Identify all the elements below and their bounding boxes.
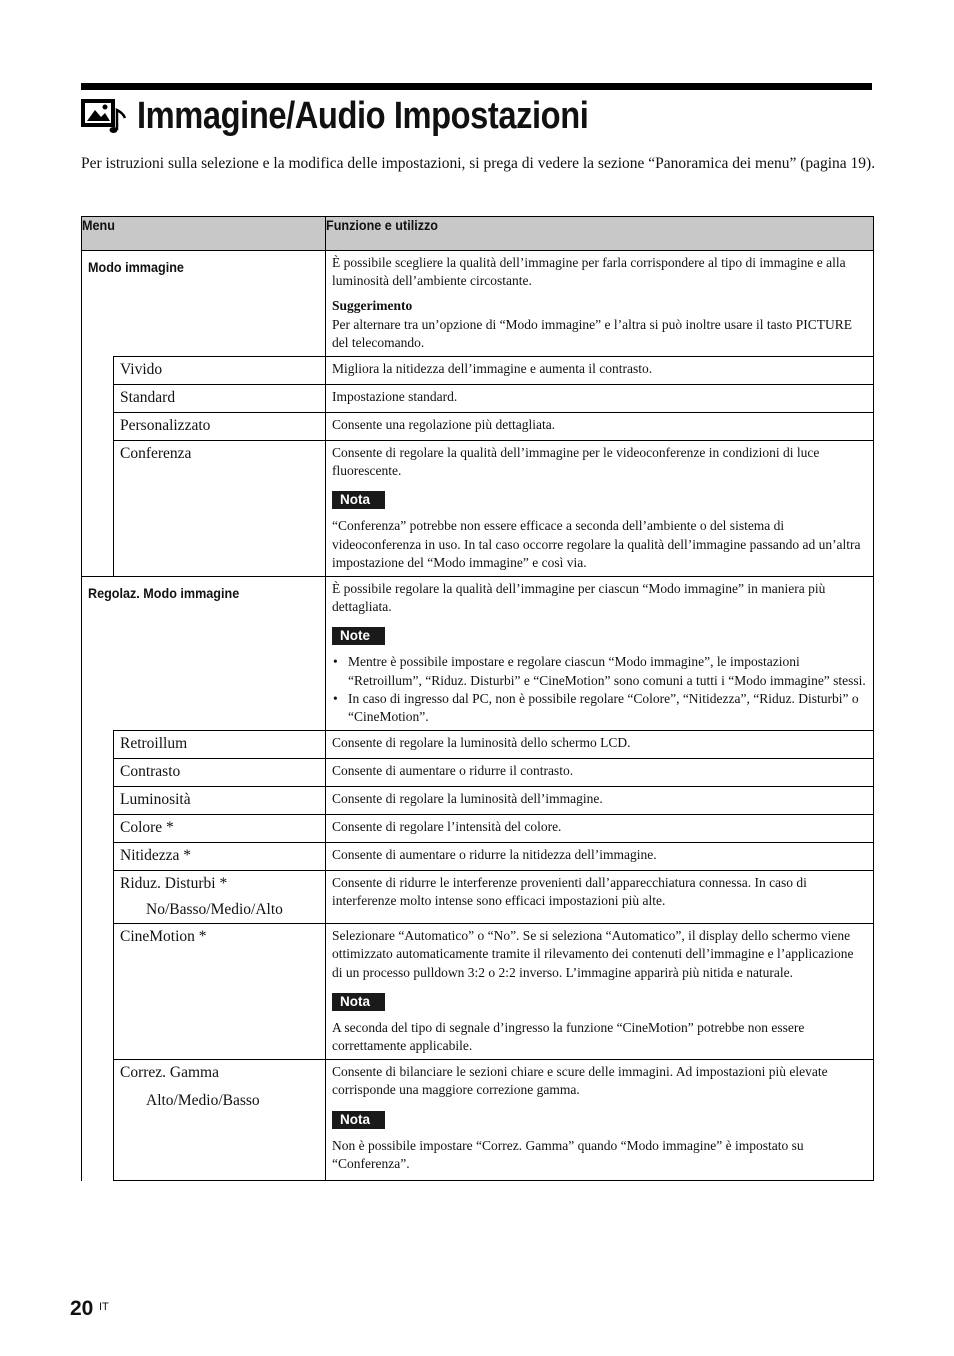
page-title: Immagine/Audio Impostazioni xyxy=(137,94,589,137)
item-label: Retroillum xyxy=(114,731,326,759)
row-desc: Consente di aumentare o ridurre il contrasto. xyxy=(326,759,874,787)
page-language: IT xyxy=(99,1301,109,1313)
table-row xyxy=(82,251,874,357)
note-badge: Nota xyxy=(332,993,385,1011)
item-label: Luminosità xyxy=(114,787,326,815)
item-label: Correz. Gamma xyxy=(120,1064,219,1082)
table-header xyxy=(82,217,874,251)
top-rule xyxy=(81,83,872,90)
tip-title: Suggerimento xyxy=(332,298,413,314)
settings-table xyxy=(81,216,874,1181)
note-list xyxy=(332,653,867,726)
row-desc: È possibile regolare la qualità dell’immagine per ciascun “Modo immagine” in maniera più dettagliata. Note • Mentre è possibile impostare e regolare ciascun “Modo immagine”, le impostazioni “Retroillum”, “Riduz. Disturbi” e “CineMotion” sono comuni a tutti i “Modo immagine” stessi. • In caso di ingresso dal PC, non è possibile regolare “Colore”, “Nitidezza”, “Riduz. Disturbi” o “CineMotion”. xyxy=(326,577,874,731)
row-desc: Impostazione standard. xyxy=(326,385,874,413)
col-header-function: Funzione e utilizzo xyxy=(326,217,874,251)
item-label: Riduz. Disturbi * xyxy=(120,875,228,893)
row-desc: Consente di regolare l’intensità del colore. xyxy=(326,815,874,843)
item-label: Colore * xyxy=(114,815,326,843)
item-label: Standard xyxy=(114,385,326,413)
note-text: A seconda del tipo di segnale d’ingresso la funzione “CineMotion” potrebbe non essere correttamente applicabile. xyxy=(332,1019,805,1054)
tip-text: Per alternare tra un’opzione di “Modo immagine” e l’altra si può inoltre usare il tasto PICTURE del telecomando. xyxy=(332,316,852,350)
note-badge: Note xyxy=(332,627,385,645)
note-text: “Conferenza” potrebbe non essere efficace a seconda dell’ambiente o del sistema di videoconferenza in uso. In tal caso occorre regolare la qualità dell’immagine passando ad un’altra impostazione del “Modo immagine” e così via. xyxy=(332,518,861,570)
table-row xyxy=(82,924,874,1060)
option-values: Alto/Medio/Basso xyxy=(146,1092,260,1110)
item-label: CineMotion * xyxy=(114,924,326,1060)
intro-text: Per istruzioni sulla selezione e la modifica delle impostazioni, si prega di vedere la sezione “Panoramica dei menu” (pagina 19). xyxy=(81,155,876,172)
note-text: Non è possibile impostare “Correz. Gamma” quando “Modo immagine” è impostato su “Conferenza”. xyxy=(332,1137,804,1171)
table-row xyxy=(82,815,874,843)
table-row xyxy=(82,577,874,731)
row-desc: Selezionare “Automatico” o “No”. Se si seleziona “Automatico”, il display dello schermo viene ottimizzato automaticamente tramite il rilevamento dei contenuti dell’immagine e l’applicazione di un processo pulldown 3:2 o 2:2 inverso. L’immagine apparirà più nitida e naturale. Nota A seconda del tipo di segnale d’ingresso la funzione “CineMotion” potrebbe non essere correttamente applicabile. xyxy=(326,924,874,1060)
row-desc: Consente di aumentare o ridurre la nitidezza dell’immagine. xyxy=(326,843,874,871)
table-row xyxy=(82,413,874,441)
item-label: Nitidezza * xyxy=(114,843,326,871)
option-values: No/Basso/Medio/Alto xyxy=(146,901,283,919)
table-row xyxy=(82,759,874,787)
page-title-block xyxy=(81,94,662,138)
table-row xyxy=(82,787,874,815)
page-number: 20 xyxy=(70,1297,94,1320)
row-desc: Consente di regolare la luminosità dello schermo LCD. xyxy=(326,731,874,759)
item-label: Personalizzato xyxy=(114,413,326,441)
table-row xyxy=(82,731,874,759)
row-desc: Consente una regolazione più dettagliata. xyxy=(326,413,874,441)
section-regolaz-modo-immagine: Regolaz. Modo immagine xyxy=(82,577,326,731)
row-desc: Migliora la nitidezza dell’immagine e aumenta il contrasto. xyxy=(326,357,874,385)
table-row xyxy=(82,1060,874,1181)
note-badge: Nota xyxy=(332,1111,385,1129)
table-row xyxy=(82,385,874,413)
list-item: • In caso di ingresso dal PC, non è possibile regolare “Colore”, “Nitidezza”, “Riduz. Disturbi” o “CineMotion”. xyxy=(348,690,867,726)
table-row xyxy=(82,871,874,924)
table-row xyxy=(82,441,874,577)
item-label: Conferenza xyxy=(114,441,326,577)
item-label: Contrasto xyxy=(114,759,326,787)
item-label: Vivido xyxy=(114,357,326,385)
row-desc: Consente di regolare la qualità dell’immagine per le videoconferenze in condizioni di luce fluorescente. Nota “Conferenza” potrebbe non essere efficace a seconda dell’ambiente o del sistema di videoconferenza in uso. In tal caso occorre regolare la qualità dell’immagine passando ad un’altra impostazione del “Modo immagine” e così via. xyxy=(326,441,874,577)
row-desc: Consente di ridurre le interferenze provenienti dall’apparecchiatura connessa. In caso di interferenze molto intense sono efficaci impostazioni più alte. xyxy=(326,871,874,924)
row-desc: È possibile scegliere la qualità dell’immagine per farla corrispondere al tipo di immagine e alla luminosità dell’ambiente circostante. Suggerimento Per alternare tra un’opzione di “Modo immagine” e l’altra si può inoltre usare il tasto PICTURE del telecomando. xyxy=(326,251,874,357)
row-desc: Consente di bilanciare le sezioni chiare e scure delle immagini. Ad impostazioni più elevate corrisponde una maggiore correzione gamma. Nota Non è possibile impostare “Correz. Gamma” quando “Modo immagine” è impostato su “Conferenza”. xyxy=(326,1060,874,1181)
list-item: • Mentre è possibile impostare e regolare ciascun “Modo immagine”, le impostazioni “Retroillum”, “Riduz. Disturbi” e “CineMotion” sono comuni a tutti i “Modo immagine” stessi. xyxy=(348,653,867,689)
table-row xyxy=(82,843,874,871)
table-row xyxy=(82,357,874,385)
section-modo-immagine: Modo immagine xyxy=(82,251,326,357)
row-desc: Consente di regolare la luminosità dell’immagine. xyxy=(326,787,874,815)
col-header-menu: Menu xyxy=(82,217,326,251)
note-badge: Nota xyxy=(332,491,385,509)
picture-audio-icon xyxy=(81,96,129,136)
